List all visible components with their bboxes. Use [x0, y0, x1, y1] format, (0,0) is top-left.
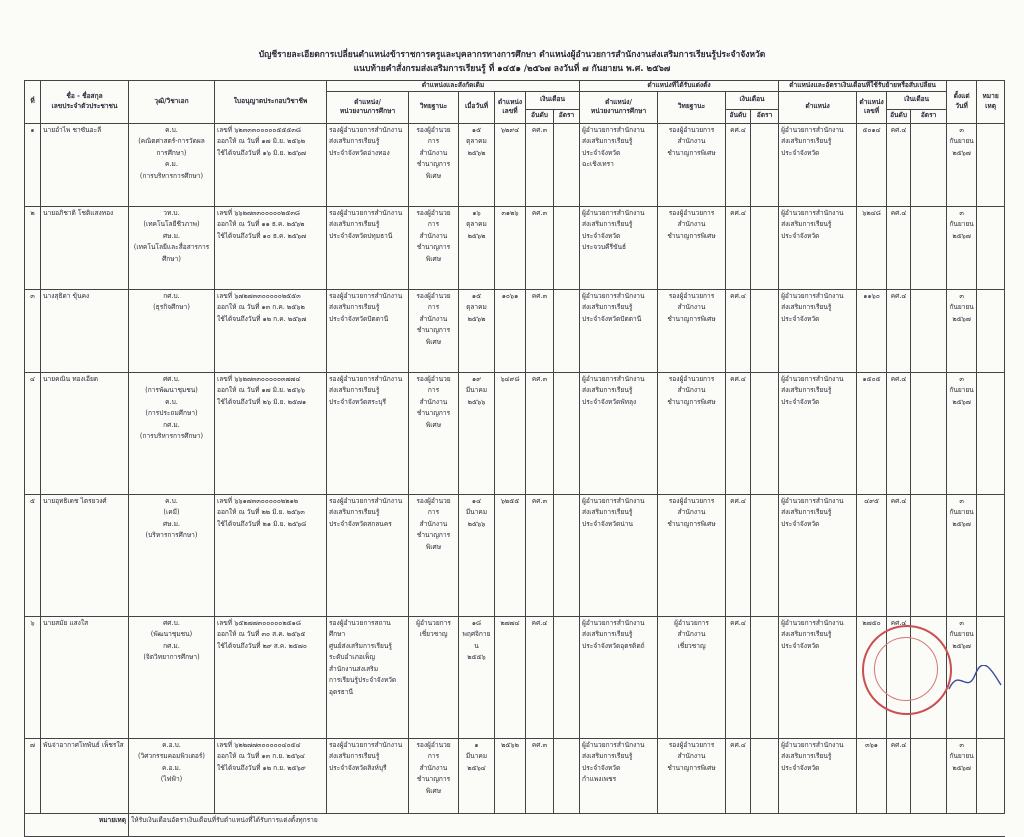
row-old-since: ๑๕ ตุลาคม ๒๕๖๒ [459, 289, 495, 372]
row-no: ๗ [25, 738, 41, 813]
row-new-position: ผู้อำนวยการสำนักงาน ส่งเสริมการเรียนรู้ ประจำจังหวัด ฉะเชิงเทรา [580, 123, 658, 206]
row-old-rank: คศ.๔ [526, 616, 554, 738]
row-old-rate [554, 123, 580, 206]
row-effective-date: ๓ กันยายน ๒๕๖๗ [947, 738, 977, 813]
row-old-rate [554, 206, 580, 289]
header-effective-date: ตั้งแต่ วันที่ [947, 81, 977, 124]
row-old-rank: คศ.๓ [526, 123, 554, 206]
table-row [25, 289, 1005, 372]
row-old-rate [554, 372, 580, 494]
row-new-rate [751, 206, 779, 289]
row-effective-date: ๓ กันยายน ๒๕๖๗ [947, 494, 977, 616]
header-new-salary: เงินเดือน [726, 91, 779, 109]
row-effective-date: ๓ กันยายน ๒๕๖๗ [947, 123, 977, 206]
row-sal-position: ผู้อำนวยการสำนักงาน ส่งเสริมการเรียนรู้ ประจำจังหวัด [779, 494, 857, 616]
row-remark [977, 123, 1005, 206]
table-row [25, 123, 1005, 206]
row-remark [977, 738, 1005, 813]
header-degree: วุฒิ/วิชาเอก [129, 81, 215, 124]
header-new-standing: วิทยฐานะ [658, 91, 726, 123]
signature-icon [945, 665, 1005, 695]
row-sal-rank: คศ.๔ [887, 494, 911, 616]
header-sal-position-no: ตำแหน่ง เลขที่ [857, 91, 887, 123]
row-old-rank: คศ.๓ [526, 206, 554, 289]
header-new-rate: อัตรา [751, 109, 779, 123]
row-new-rank: คศ.๔ [726, 616, 751, 738]
row-old-rate [554, 616, 580, 738]
header-sal-rate: อัตรา [911, 109, 947, 123]
row-old-position-no: ๖๒๙๔ [495, 123, 526, 206]
appointment-table [24, 80, 1005, 837]
header-group-new: ตำแหน่งที่ได้รับแต่งตั้ง [580, 81, 779, 92]
row-new-rank: คศ.๔ [726, 206, 751, 289]
row-new-rank: คศ.๔ [726, 372, 751, 494]
row-old-position-no: ๑๐๖๑ [495, 289, 526, 372]
row-remark [977, 206, 1005, 289]
row-old-position-no: ๒๗๗๔ [495, 616, 526, 738]
document-subtitle: แนบท้ายคำสั่งกรมส่งเสริมการเรียนรู้ ที่ ๑๔๕๑ /๒๕๖๗ ลงวันที่ ๗ กันยายน พ.ศ. ๒๕๖๗ [353, 64, 671, 74]
row-old-rank: คศ.๓ [526, 494, 554, 616]
row-license: เลขที่ ๖๕๒๗๗๓๐๐๐๐๐๒๕๑๘ ออกให้ ณ วันที่ ๓๐ ส.ค. ๒๕๖๕ ใช้ได้จนถึงวันที่ ๒๙ ส.ค. ๒๕๗๐ [215, 616, 327, 738]
row-old-standing: รองผู้อำนวยการ สำนักงาน ชำนาญการพิเศษ [409, 289, 459, 372]
row-new-rate [751, 123, 779, 206]
row-sal-rank: คศ.๔ [887, 123, 911, 206]
row-license: เลขที่ ๖๗๒๗๓๓๐๐๐๐๐๒๕๕๓ ออกให้ ณ วันที่ ๑๓ ก.ค. ๒๕๖๒ ใช้ได้จนถึงวันที่ ๑๒ ก.ค. ๒๕๖๗ [215, 289, 327, 372]
row-name: นายอภิชาติ โชติแสงทอง [41, 206, 129, 289]
row-no: ๓ [25, 289, 41, 372]
row-old-standing: รองผู้อำนวยการ สำนักงาน ชำนาญการพิเศษ [409, 123, 459, 206]
row-remark [977, 494, 1005, 616]
seal-inner-ring [874, 637, 938, 701]
row-sal-rate [911, 206, 947, 289]
row-old-position-no: ๓๑๒๖ [495, 206, 526, 289]
header-no: ที่ [25, 81, 41, 124]
row-new-position: ผู้อำนวยการสำนักงาน ส่งเสริมการเรียนรู้ ประจำจังหวัด กำแพงเพชร [580, 738, 658, 813]
row-old-position: รองผู้อำนวยการสถานศึกษา ศูนย์ส่งเสริมการเรียนรู้ ระดับอำเภอเพ็ญ สำนักงานส่งเสริม การเรียนรู้ประจำจังหวัด อุดรธานี [327, 616, 409, 738]
row-name: นางสุธิดา ขุ้นคง [41, 289, 129, 372]
row-old-rate [554, 494, 580, 616]
table-row [25, 616, 1005, 738]
header-new-rank: อันดับ [726, 109, 751, 123]
row-new-rate [751, 616, 779, 738]
row-sal-position-no: ๔๙๕ [857, 494, 887, 616]
row-old-rank: คศ.๓ [526, 738, 554, 813]
row-new-rate [751, 372, 779, 494]
row-new-rate [751, 494, 779, 616]
row-sal-position: ผู้อำนวยการสำนักงาน ส่งเสริมการเรียนรู้ ประจำจังหวัด [779, 123, 857, 206]
row-degree: ศศ.บ. (พัฒนาชุมชน) กศ.ม. (จิตวิทยาการศึกษา) [129, 616, 215, 738]
row-sal-position-no: ๓๖๑ [857, 738, 887, 813]
row-old-since: ๑๙ มีนาคม ๒๕๖๖ [459, 372, 495, 494]
row-old-standing: ผู้อำนวยการ เชี่ยวชาญ [409, 616, 459, 738]
row-old-position: รองผู้อำนวยการสำนักงาน ส่งเสริมการเรียนรู้ ประจำจังหวัดสิงห์บุรี [327, 738, 409, 813]
row-sal-position-no: ๕๐๑๔ [857, 123, 887, 206]
row-old-rank: คศ.๓ [526, 289, 554, 372]
row-degree: ค.บ. (คณิตศาสตร์-การวัดผล การศึกษา) ค.ม. (การบริหารการศึกษา) [129, 123, 215, 206]
row-old-standing: รองผู้อำนวยการ สำนักงาน ชำนาญการพิเศษ [409, 738, 459, 813]
row-degree: ค.บ. (เคมี) ศษ.ม. (บริหารการศึกษา) [129, 494, 215, 616]
row-sal-rank: คศ.๔ [887, 289, 911, 372]
row-old-position-no: ๖๒๕๕ [495, 494, 526, 616]
header-sal-position: ตำแหน่ง [779, 91, 857, 123]
row-sal-position: ผู้อำนวยการสำนักงาน ส่งเสริมการเรียนรู้ ประจำจังหวัด [779, 616, 857, 738]
row-new-standing: รองผู้อำนวยการ สำนักงาน ชำนาญการพิเศษ [658, 494, 726, 616]
row-no: ๕ [25, 494, 41, 616]
row-effective-date: ๓ กันยายน ๒๕๖๗ [947, 372, 977, 494]
row-no: ๑ [25, 123, 41, 206]
row-old-rank: คศ.๓ [526, 372, 554, 494]
row-license: เลขที่ ๖๖๒๗๓๓๐๐๐๐๐๓๗๗๔ ออกให้ ณ วันที่ ๑๗ มิ.ย. ๒๕๖๖ ใช้ได้จนถึงวันที่ ๒๖ มิ.ย. ๒๕๗๑ [215, 372, 327, 494]
header-remark: หมาย เหตุ [977, 81, 1005, 124]
header-new-position: ตำแหน่ง/ หน่วยงานการศึกษา [580, 91, 658, 123]
row-new-standing: รองผู้อำนวยการ สำนักงาน ชำนาญการพิเศษ [658, 289, 726, 372]
row-new-rate [751, 738, 779, 813]
row-old-standing: รองผู้อำนวยการ สำนักงาน ชำนาญการพิเศษ [409, 206, 459, 289]
row-old-position: รองผู้อำนวยการสำนักงาน ส่งเสริมการเรียนรู้ ประจำจังหวัดปัตตานี [327, 289, 409, 372]
row-license: เลขที่ ๖๒๓๓๓๐๐๐๐๐๕๕๕๓๘ ออกให้ ณ วันที่ ๑๗ มิ.ย. ๒๕๖๒ ใช้ได้จนถึงวันที่ ๑๖ มิ.ย. ๒๕๖๗ [215, 123, 327, 206]
row-new-standing: รองผู้อำนวยการ สำนักงาน ชำนาญการพิเศษ [658, 738, 726, 813]
row-name: นายอำไพ ชาซันอะลี [41, 123, 129, 206]
header-old-position: ตำแหน่ง/ หน่วยงานการศึกษา [327, 91, 409, 123]
row-sal-position-no: ๑๑๖๐ [857, 289, 887, 372]
row-degree: ค.อ.บ. (วิศวกรรมคอมพิวเตอร์) ค.อ.ม. (ไฟฟ้า) [129, 738, 215, 813]
row-name: นายสมัย แสงใส [41, 616, 129, 738]
row-old-rate [554, 738, 580, 813]
header-sal-salary: เงินเดือน [887, 91, 947, 109]
remark-label: หมายเหตุ [25, 813, 129, 836]
row-effective-date: ๓ กันยายน ๒๕๖๗ [947, 616, 977, 738]
row-name: นายคณิน ทองเอียด [41, 372, 129, 494]
row-sal-position: ผู้อำนวยการสำนักงาน ส่งเสริมการเรียนรู้ ประจำจังหวัด [779, 738, 857, 813]
header-old-rate: อัตรา [554, 109, 580, 123]
row-sal-rate [911, 494, 947, 616]
row-degree: วท.บ. (เทคโนโลยีชีวภาพ) ศษ.ม. (เทคโนโลยีและสื่อสารการศึกษา) [129, 206, 215, 289]
row-name: พันจ่าอากาศโทพันธ์ เพ็ชรใส [41, 738, 129, 813]
row-sal-rank: คศ.๔ [887, 738, 911, 813]
table-row [25, 206, 1005, 289]
row-new-standing: รองผู้อำนวยการ สำนักงาน ชำนาญการพิเศษ [658, 372, 726, 494]
row-old-position: รองผู้อำนวยการสำนักงาน ส่งเสริมการเรียนรู้ ประจำจังหวัดปทุมธานี [327, 206, 409, 289]
row-new-position: ผู้อำนวยการสำนักงาน ส่งเสริมการเรียนรู้ ประจำจังหวัดอุตรดิตถ์ [580, 616, 658, 738]
row-new-rank: คศ.๔ [726, 289, 751, 372]
row-sal-rate [911, 738, 947, 813]
header-group-salary: ตำแหน่งและอัตราเงินเดือนที่ใช้รับย้ายหรือสับเปลี่ยน [779, 81, 947, 92]
header-sal-rank: อันดับ [887, 109, 911, 123]
header-name: ชื่อ - ชื่อสกุล เลขประจำตัวประชาชน [41, 81, 129, 124]
header-old-rank: อันดับ [526, 109, 554, 123]
row-sal-position-no: ๑๕๐๕ [857, 372, 887, 494]
row-new-rank: คศ.๔ [726, 494, 751, 616]
header-old-since: เมื่อวันที่ [459, 91, 495, 123]
row-old-position: รองผู้อำนวยการสำนักงาน ส่งเสริมการเรียนรู้ ประจำจังหวัดอ่างทอง [327, 123, 409, 206]
header-old-standing: วิทยฐานะ [409, 91, 459, 123]
row-no: ๖ [25, 616, 41, 738]
row-new-rank: คศ.๔ [726, 123, 751, 206]
row-no: ๒ [25, 206, 41, 289]
row-sal-rank: คศ.๔ [887, 372, 911, 494]
header-group-old: ตำแหน่งและสังกัดเดิม [327, 81, 580, 92]
row-remark [977, 289, 1005, 372]
row-new-standing: รองผู้อำนวยการ สำนักงาน ชำนาญการพิเศษ [658, 123, 726, 206]
row-new-rate [751, 289, 779, 372]
row-sal-rank: คศ.๔ [887, 206, 911, 289]
remark-text: ให้รับเงินเดือนอัตราเงินเดือนที่รับตำแหน่งที่ได้รับการแต่งตั้งทุกราย [129, 813, 1005, 836]
row-old-since: ๑๕ ตุลาคม ๒๕๖๒ [459, 123, 495, 206]
document-title: บัญชีรายละเอียดการเปลี่ยนตำแหน่งข้าราชการครูและบุคลากรทางการศึกษา ตำแหน่งผู้อำนวยการสำนักงานส่งเสริมการเรียนรู้ประจำจังหวัด [258, 50, 766, 60]
row-effective-date: ๓ กันยายน ๒๕๖๗ [947, 206, 977, 289]
row-old-position: รองผู้อำนวยการสำนักงาน ส่งเสริมการเรียนรู้ ประจำจังหวัดสกลนคร [327, 494, 409, 616]
header-old-salary: เงินเดือน [526, 91, 580, 109]
row-license: เลขที่ ๖๒๒๗๗๓๐๐๐๐๐๔๐๕๔ ออกให้ ณ วันที่ ๑๓ ก.ย. ๒๕๖๔ ใช้ได้จนถึงวันที่ ๑๒ ก.ย. ๒๕๖๙ [215, 738, 327, 813]
row-sal-rate [911, 372, 947, 494]
row-old-position: รองผู้อำนวยการสำนักงาน ส่งเสริมการเรียนรู้ ประจำจังหวัดสระบุรี [327, 372, 409, 494]
row-sal-rate [911, 123, 947, 206]
row-new-position: ผู้อำนวยการสำนักงาน ส่งเสริมการเรียนรู้ ประจำจังหวัดปัตตานี [580, 289, 658, 372]
row-sal-position: ผู้อำนวยการสำนักงาน ส่งเสริมการเรียนรู้ ประจำจังหวัด [779, 372, 857, 494]
row-remark [977, 372, 1005, 494]
row-degree: กศ.บ. (ธุรกิจศึกษา) [129, 289, 215, 372]
row-old-since: ๑ มีนาคม ๒๕๖๔ [459, 738, 495, 813]
header-old-position-no: ตำแหน่ง เลขที่ [495, 91, 526, 123]
row-license: เลขที่ ๖๖๑๗๓๓๐๐๐๐๐๒๒๑๒ ออกให้ ณ วันที่ ๒๒ มิ.ย. ๒๕๖๓ ใช้ได้จนถึงวันที่ ๒๑ มิ.ย. ๒๕๖๘ [215, 494, 327, 616]
row-degree: ศศ.บ. (การพัฒนาชุมชน) ค.บ. (การประถมศึกษา) กศ.ม. (การบริหารการศึกษา) [129, 372, 215, 494]
row-new-rank: คศ.๔ [726, 738, 751, 813]
row-old-since: ๑๖ ตุลาคม ๒๕๖๒ [459, 206, 495, 289]
row-old-position-no: ๖๔๙๘ [495, 372, 526, 494]
table-row [25, 494, 1005, 616]
row-new-position: ผู้อำนวยการสำนักงาน ส่งเสริมการเรียนรู้ ประจำจังหวัดพัทลุง [580, 372, 658, 494]
header-license: ใบอนุญาตประกอบวิชาชีพ [215, 81, 327, 124]
row-sal-rank: คศ.๔ [887, 616, 911, 738]
row-sal-position-no: ๒๗๕๐ [857, 616, 887, 738]
row-new-position: ผู้อำนวยการสำนักงาน ส่งเสริมการเรียนรู้ ประจำจังหวัดน่าน [580, 494, 658, 616]
row-old-position-no: ๒๕๖๒ [495, 738, 526, 813]
row-old-rate [554, 289, 580, 372]
table-row [25, 372, 1005, 494]
row-sal-position: ผู้อำนวยการสำนักงาน ส่งเสริมการเรียนรู้ ประจำจังหวัด [779, 289, 857, 372]
row-new-standing: รองผู้อำนวยการ สำนักงาน ชำนาญการพิเศษ [658, 206, 726, 289]
row-old-since: ๑๘ พฤศจิกายน ๒๕๕๖ [459, 616, 495, 738]
table-row [25, 738, 1005, 813]
remark-row [25, 813, 1005, 836]
row-no: ๔ [25, 372, 41, 494]
row-new-position: ผู้อำนวยการสำนักงาน ส่งเสริมการเรียนรู้ ประจำจังหวัด ประจวบคีรีขันธ์ [580, 206, 658, 289]
row-name: นายอุทธิเดช ไตรยวงศ์ [41, 494, 129, 616]
row-new-standing: ผู้อำนวยการ สำนักงาน เชี่ยวชาญ [658, 616, 726, 738]
row-license: เลขที่ ๖๖๒๗๓๓๐๐๐๐๐๒๕๓๘ ออกให้ ณ วันที่ ๑๑ ธ.ค. ๒๕๖๒ ใช้ได้จนถึงวันที่ ๑๐ ธ.ค. ๒๕๖๗ [215, 206, 327, 289]
row-old-standing: รองผู้อำนวยการ สำนักงาน ชำนาญการพิเศษ [409, 494, 459, 616]
row-effective-date: ๓ กันยายน ๒๕๖๗ [947, 289, 977, 372]
row-old-standing: รองผู้อำนวยการ สำนักงาน ชำนาญการพิเศษ [409, 372, 459, 494]
row-sal-position-no: ๖๒๔๘ [857, 206, 887, 289]
row-sal-position: ผู้อำนวยการสำนักงาน ส่งเสริมการเรียนรู้ ประจำจังหวัด [779, 206, 857, 289]
row-sal-rate [911, 289, 947, 372]
row-old-since: ๑๔ มีนาคม ๒๕๖๖ [459, 494, 495, 616]
